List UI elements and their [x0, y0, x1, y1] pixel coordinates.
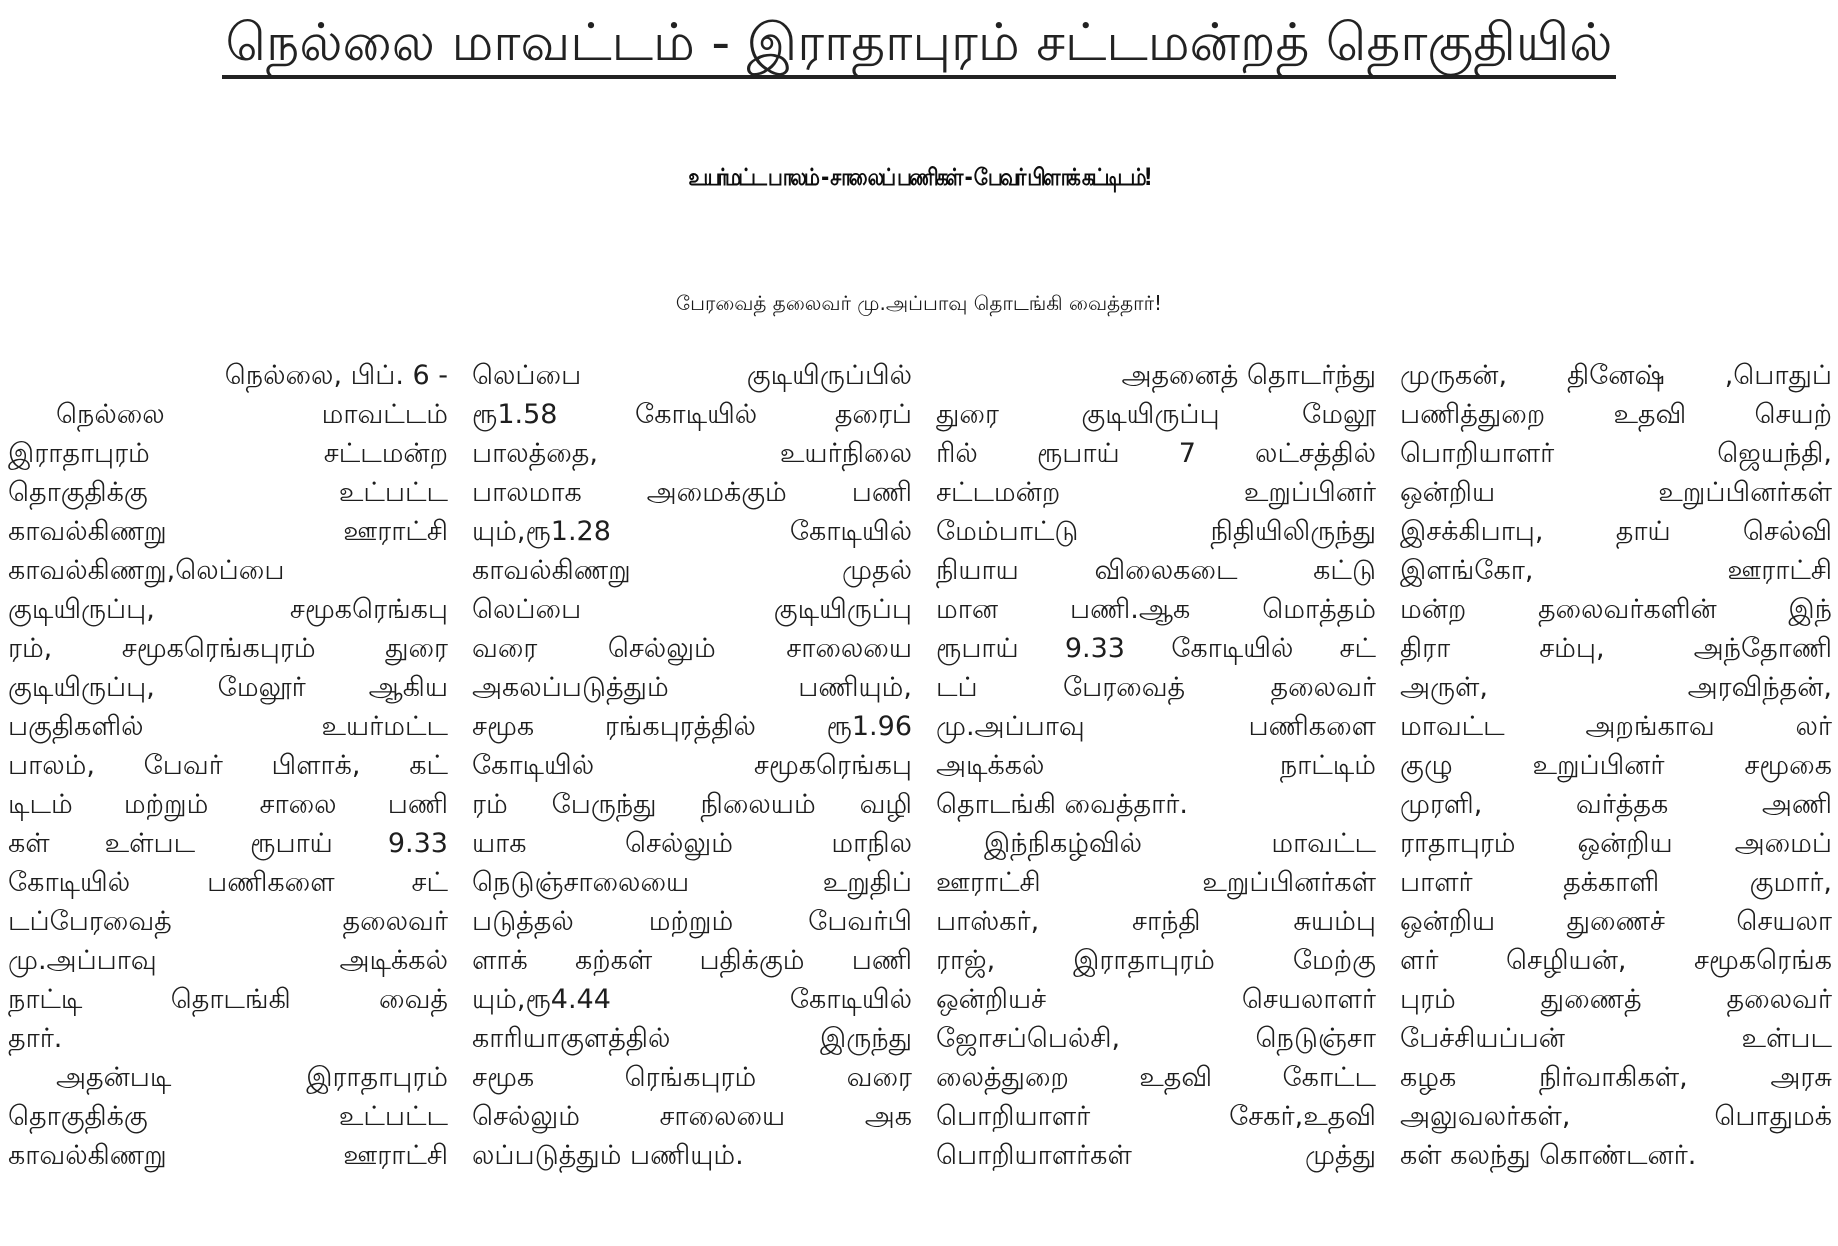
- body-text-line: டப்பேரவைத் தலைவர்: [8, 906, 448, 937]
- body-text-line: நெடுஞ்சாலையை உறுதிப்: [472, 867, 912, 898]
- body-text-line: அதன்படி இராதாபுரம்: [56, 1062, 448, 1093]
- body-text-line: அதனைத் தொடர்ந்து: [1121, 360, 1376, 391]
- body-text-line: குடியிருப்பு, சமூகரெங்கபு: [8, 594, 448, 625]
- body-text-line: கள் கலந்து கொண்டனர்.: [1400, 1140, 1697, 1171]
- body-text-line: காவல்கிணறு முதல்: [472, 555, 912, 586]
- body-text-line: பகுதிகளில் உயர்மட்ட: [8, 711, 448, 742]
- body-text-line: ஜோசப்பெல்சி, நெடுஞ்சா: [936, 1023, 1376, 1054]
- body-text-line: திரா சம்பு, அந்தோணி: [1400, 633, 1832, 664]
- body-text-line: யும்,ரூ4.44 கோடியில்: [472, 984, 912, 1015]
- body-text-line: புரம் துணைத் தலைவர்: [1400, 984, 1832, 1015]
- body-text-line: ராதாபுரம் ஒன்றிய அமைப்: [1400, 828, 1832, 859]
- body-text-line: யாக செல்லும் மாநில: [472, 828, 912, 859]
- body-text-line: ஒன்றிய துணைச் செயலா: [1400, 906, 1832, 937]
- body-text-line: ரம் பேருந்து நிலையம் வழி: [472, 789, 912, 820]
- body-text-line: மான பணி.ஆக மொத்தம்: [936, 594, 1376, 625]
- body-text-line: கோடியில் பணிகளை சட்: [8, 867, 448, 898]
- body-text-line: லைத்துறை உதவி கோட்ட: [936, 1062, 1376, 1093]
- body-text-line: ளர் செழியன், சமூகரெங்க: [1400, 945, 1832, 976]
- body-text-line: லெப்பை குடியிருப்பில்: [472, 360, 912, 391]
- kicker-headline: [0, 8, 1838, 78]
- body-text-line: வரை செல்லும் சாலையை: [472, 633, 912, 664]
- body-text-line: நாட்டி தொடங்கி வைத்: [8, 984, 448, 1015]
- body-text-line: துரை குடியிருப்பு மேலூ: [936, 399, 1376, 430]
- body-text-line: பாளர் தக்காளி குமார்,: [1400, 867, 1832, 898]
- body-text-line: டிடம் மற்றும் சாலை பணி: [8, 789, 448, 820]
- body-text-line: தார்.: [8, 1023, 63, 1054]
- body-text-line: அருள், அரவிந்தன்,: [1400, 672, 1832, 703]
- body-text-line: காவல்கிணறு,லெப்பை: [8, 555, 285, 586]
- body-text-line: ஒன்றியச் செயலாளர்: [936, 984, 1376, 1015]
- body-text-line: படுத்தல் மற்றும் பேவர்பி: [472, 906, 912, 937]
- body-text-line: யும்,ரூ1.28 கோடியில்: [472, 516, 912, 547]
- body-text-line: மு.அப்பாவு பணிகளை: [936, 711, 1376, 742]
- body-text-line: பேச்சியப்பன் உள்பட: [1400, 1023, 1832, 1054]
- body-text-line: முரளி, வர்த்தக அணி: [1400, 789, 1832, 820]
- body-text-line: ரில் ரூபாய் 7 லட்சத்தில்: [936, 438, 1376, 469]
- body-text-line: ஒன்றிய உறுப்பினர்கள்: [1400, 477, 1832, 508]
- kicker-text: நெல்லை மாவட்டம் - இராதாபுரம் சட்டமன்றத் தொகுதியில்: [222, 13, 1617, 79]
- body-text-line: ரூபாய் 9.33 கோடியில் சட்: [936, 633, 1376, 664]
- subheadline: பேரவைத் தலைவர் மு.அப்பாவு தொடங்கி வைத்தார்!: [675, 291, 1163, 315]
- body-text-line: அலுவலர்கள், பொதுமக்: [1400, 1101, 1832, 1132]
- body-text-line: சமூக ரெங்கபுரம் வரை: [472, 1062, 912, 1093]
- body-text-line: ளாக் கற்கள் பதிக்கும் பணி: [472, 945, 912, 976]
- body-text-line: பணித்துறை உதவி செயற்: [1400, 399, 1832, 430]
- body-text-line: சமூக ரங்கபுரத்தில் ரூ1.96: [472, 711, 912, 742]
- article-column-3: [936, 356, 1376, 1236]
- body-text-line: பொறியாளர் ஜெயந்தி,: [1400, 438, 1832, 469]
- body-text-line: அகலப்படுத்தும் பணியும்,: [472, 672, 912, 703]
- body-text-line: ஊராட்சி உறுப்பினர்கள்: [936, 867, 1376, 898]
- body-text-line: லப்படுத்தும் பணியும்.: [472, 1140, 744, 1171]
- body-text-line: லெப்பை குடியிருப்பு: [472, 594, 912, 625]
- body-text-line: மாவட்ட அறங்காவ லர்: [1400, 711, 1832, 742]
- body-text-line: பாலமாக அமைக்கும் பணி: [472, 477, 912, 508]
- article-column-2: [472, 356, 912, 1236]
- body-text-line: கள் உள்பட ரூபாய் 9.33: [8, 828, 448, 859]
- body-text-line: முருகன், தினேஷ் ,பொதுப்: [1400, 360, 1832, 391]
- body-text-line: இளங்கோ, ஊராட்சி: [1400, 555, 1832, 586]
- body-text-line: பாலம், பேவர் பிளாக், கட்: [8, 750, 448, 781]
- body-text-line: காரியாகுளத்தில் இருந்து: [472, 1023, 912, 1054]
- body-text-line: தொடங்கி வைத்தார்.: [936, 789, 1188, 820]
- article-column-1: [8, 356, 448, 1236]
- body-text-line: பாஸ்கர், சாந்தி சுயம்பு: [936, 906, 1376, 937]
- main-headline: உயர்மட்ட பாலம் - சாலைப் பணிகள் - பேவர் பிளாக் கட்டிடம்!: [688, 162, 1150, 192]
- body-text-line: மு.அப்பாவு அடிக்கல்: [8, 945, 448, 976]
- body-text-line: பொறியாளர் சேகர்,உதவி: [936, 1101, 1376, 1132]
- body-text-line: குடியிருப்பு, மேலூர் ஆகிய: [8, 672, 448, 703]
- body-text-line: இந்நிகழ்வில் மாவட்ட: [984, 828, 1376, 859]
- body-text-line: அடிக்கல் நாட்டிம்: [936, 750, 1376, 781]
- body-text-line: இராதாபுரம் சட்டமன்ற: [8, 438, 448, 469]
- body-text-line: டப் பேரவைத் தலைவர்: [936, 672, 1376, 703]
- body-text-line: ராஜ், இராதாபுரம் மேற்கு: [936, 945, 1376, 976]
- body-text-line: கோடியில் சமூகரெங்கபு: [472, 750, 912, 781]
- body-text-line: நெல்லை மாவட்டம்: [56, 399, 448, 430]
- body-text-line: ரூ1.58 கோடியில் தரைப்: [472, 399, 912, 430]
- body-text-line: குழு உறுப்பினர் சமூகை: [1400, 750, 1832, 781]
- article-body: [0, 356, 1838, 1236]
- body-text-line: மன்ற தலைவர்களின் இந்: [1400, 594, 1832, 625]
- body-text-line: ரம், சமூகரெங்கபுரம் துரை: [8, 633, 448, 664]
- body-text-line: நெல்லை, பிப். 6 -: [224, 360, 448, 391]
- body-text-line: சட்டமன்ற உறுப்பினர்: [936, 477, 1376, 508]
- body-text-line: பாலத்தை, உயர்நிலை: [472, 438, 912, 469]
- body-text-line: தொகுதிக்கு உட்பட்ட: [8, 477, 448, 508]
- body-text-line: செல்லும் சாலையை அக: [472, 1101, 912, 1132]
- body-text-line: இசக்கிபாபு, தாய் செல்வி: [1400, 516, 1832, 547]
- body-text-line: நியாய விலைகடை கட்டு: [936, 555, 1376, 586]
- body-text-line: காவல்கிணறு ஊராட்சி: [8, 516, 448, 547]
- body-text-line: தொகுதிக்கு உட்பட்ட: [8, 1101, 448, 1132]
- body-text-line: காவல்கிணறு ஊராட்சி: [8, 1140, 448, 1171]
- body-text-line: கழக நிர்வாகிகள், அரசு: [1400, 1062, 1832, 1093]
- body-text-line: பொறியாளர்கள் முத்து: [936, 1140, 1376, 1171]
- article-column-4: [1400, 356, 1832, 1236]
- body-text-line: மேம்பாட்டு நிதியிலிருந்து: [936, 516, 1376, 547]
